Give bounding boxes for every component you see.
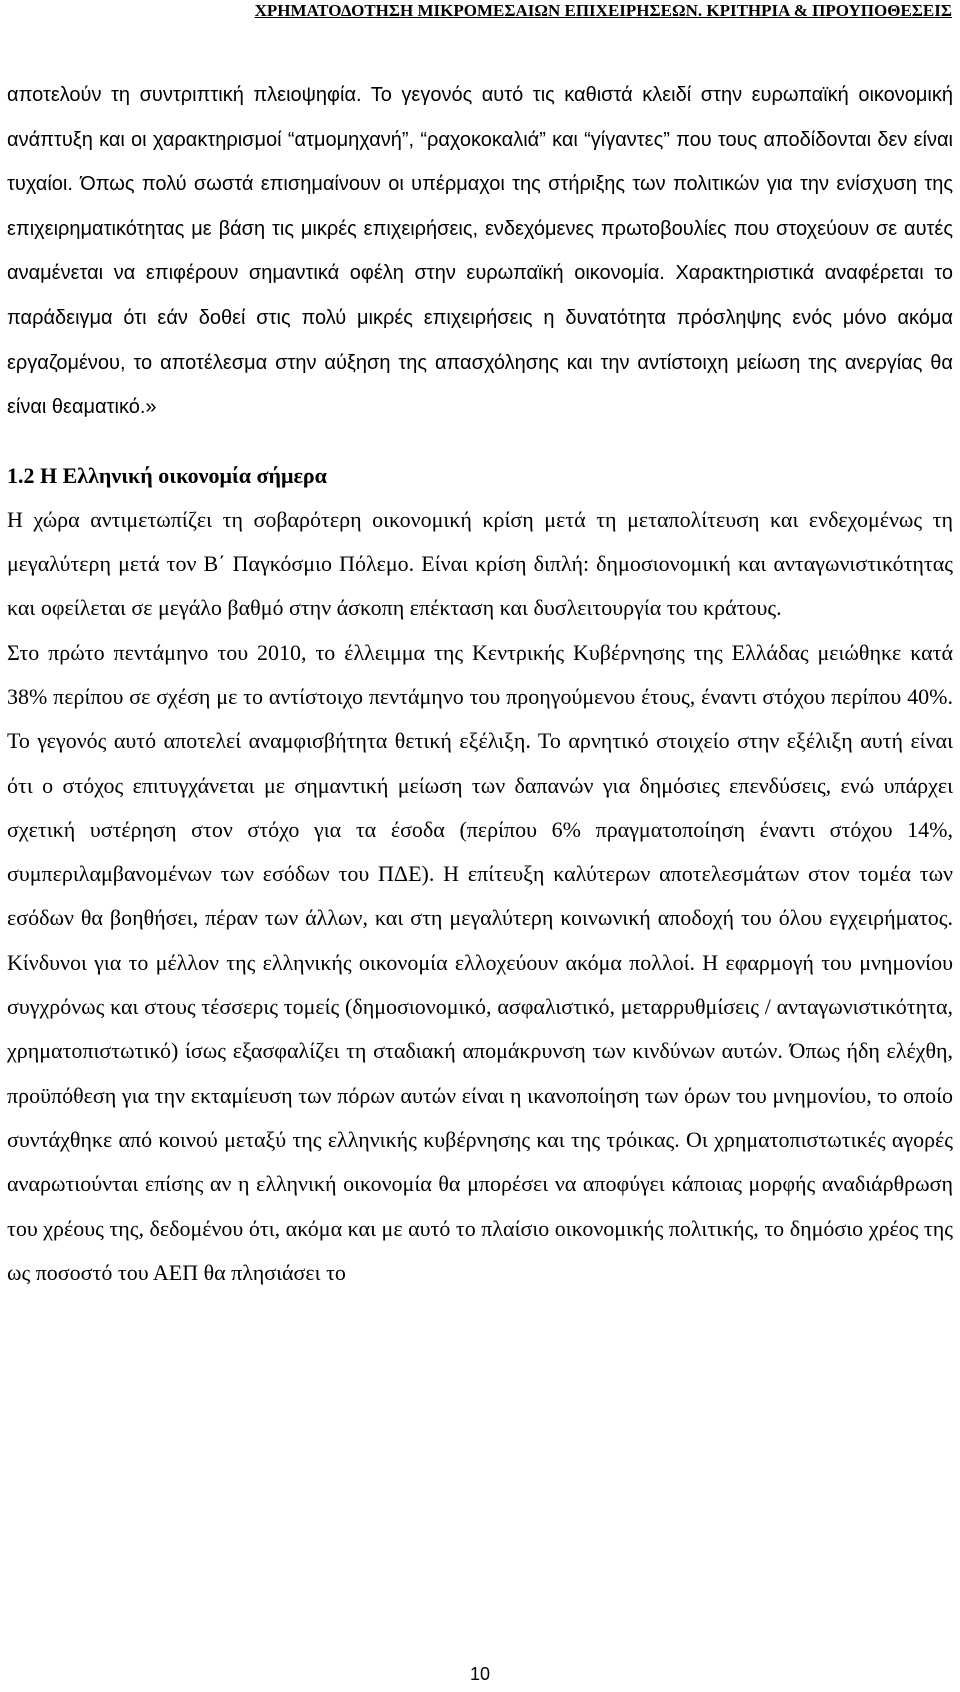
paragraph-intro: αποτελούν τη συντριπτική πλειοψηφία. Το γεγονός αυτό τις καθιστά κλειδί στην ευρωπαϊκή οικονομική ανάπτυξη και οι χαρακτηρισμοί “ατμομηχανή”, “ραχοκοκαλιά” και “γίγαντες” που τους αποδίδονται δεν είναι τυχαίοι. Όπως πολύ σωστά επισημαίνουν οι υπέρμαχοι της στήριξης των πολιτικών για την ενίσχυση της επιχειρηματικότητας με βάση τις μικρές επιχειρήσεις, ενδεχόμενες πρωτοβουλίες που στοχεύουν σε αυτές αναμένεται να επιφέρουν σημαντικά οφέλη στην ευρωπαϊκή οικονομία. Χαρακτηριστικά αναφέρεται το παράδειγμα ότι εάν δοθεί στις πολύ μικρές επιχειρήσεις η δυνατότητα πρόσληψης ενός μόνο ακόμα εργαζομένου, το αποτέλεσμα στην αύξηση της απασχόλησης και την αντίστοιχη μείωση της ανεργίας θα είναι θεαματικό.» bbox=[7, 84, 953, 419]
section-heading: 1.2 Η Ελληνική οικονομία σήμερα bbox=[7, 462, 327, 488]
page-number: 10 bbox=[469, 1664, 491, 1684]
paragraph-deficit: Στο πρώτο πεντάμηνο του 2010, το έλλειμμα της Κεντρικής Κυβέρνησης της Ελλάδας μειώθηκε κατά 38% περίπου σε σχέση με το αντίστοιχο πεντάμηνο του προηγούμενου έτους, έναντι στόχου περίπου 40%. Το γεγονός αυτό αποτελεί αναμφισβήτητα θετική εξέλιξη. Το αρνητικό στοιχείο στην εξέλιξη αυτή είναι ότι ο στόχος επιτυγχάνεται με σημαντική μείωση των δαπανών για δημόσιες επενδύσεις, ενώ υπάρχει σχετική υστέρηση στον στόχο για τα έσοδα (περίπου 6% πραγματοποίηση έναντι στόχου 14%, συμπεριλαμβανομένων των εσόδων του ΠΔΕ). Η επίτευξη καλύτερων αποτελεσμάτων στον τομέα των εσόδων θα βοηθήσει, πέραν των άλλων, και στη μεγαλύτερη κοινωνική αποδοχή του όλου εγχειρήματος. Κίνδυνοι για το μέλλον της ελληνικής οικονομία ελλοχεύουν ακόμα πολλοί. Η εφαρμογή του μνημονίου συγχρόνως και στους τέσσερις τομείς (δημοσιονομικό, ασφαλιστικό, μεταρρυθμίσεις / ανταγωνιστικότητα, χρηματοπιστωτικό) ίσως εξασφαλίζει τη σταδιακή απομάκρυνση των κινδύνων αυτών. Όπως ήδη ελέχθη, προϋπόθεση για την εκταμίευση των πόρων αυτών είναι η ικανοποίηση των όρων του μνημονίου, το οποίο συντάχθηκε από κοινού μεταξύ της ελληνικής κυβέρνησης και της τρόικας. Οι χρηματοπιστωτικές αγορές αναρωτιούνται επίσης αν η ελληνική οικονομία θα μπορέσει να αποφύγει κάποιας μορφής αναδιάρθρωση του χρέους της, δεδομένου ότι, ακόμα και με αυτό το πλαίσιο οικονομικής πολιτικής, το δημόσιο χρέος της ως ποσοστό του ΑΕΠ θα πλησιάσει το bbox=[7, 639, 953, 1285]
paragraph-crisis: Η χώρα αντιμετωπίζει τη σοβαρότερη οικονομική κρίση μετά τη μεταπολίτευση και ενδεχομένως τη μεγαλύτερη μετά τον Β΄ Παγκόσμιο Πόλεμο. Είναι κρίση διπλή: δημοσιονομική και ανταγωνιστικότητας και οφείλεται σε μεγάλο βαθμό στην άσκοπη επέκταση και δυσλειτουργία του κράτους. bbox=[7, 506, 953, 621]
running-header: ΧΡΗΜΑΤΟΔΟΤΗΣΗ ΜΙΚΡΟΜΕΣΑΙΩΝ ΕΠΙΧΕΙΡΗΣΕΩΝ. ΚΡΙΤΗΡΙΑ & ΠΡΟΥΠΟΘΕΣΕΙΣ bbox=[254, 1, 952, 20]
page-body bbox=[7, 73, 953, 1295]
